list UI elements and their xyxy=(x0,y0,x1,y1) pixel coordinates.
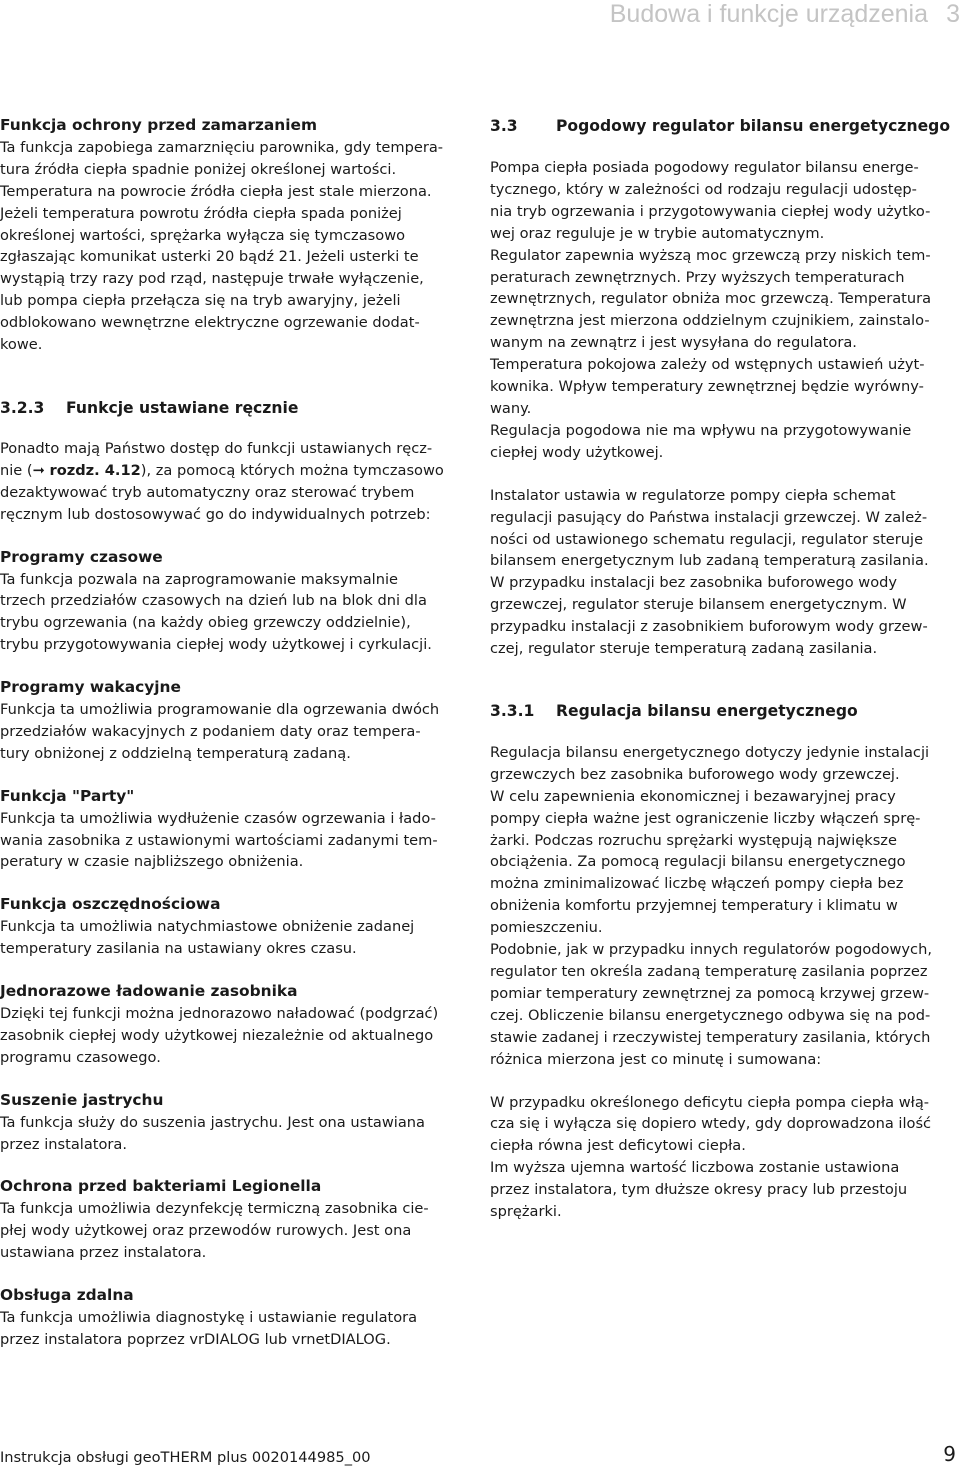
left-column xyxy=(0,115,470,1351)
arrow-icon: ➞ xyxy=(32,461,45,479)
chapter-number: 3 xyxy=(946,0,960,28)
chapter-title: Budowa i funkcje urządzenia xyxy=(609,0,928,28)
footer-document-title: Instrukcja obsługi geoTHERM plus 0020144985_00 xyxy=(0,1449,371,1466)
frost-body: Ta funkcja zapobiega zamarznięciu parownika, gdy tempera- tura źródła ciepła spadnie poniżej określonej wartości. Temperatura na powrocie źródła ciepła jest stale mierzona. Jeżeli temperatura powrotu źródła ciepła spada poniżej określonej wartości, sprężarka wyłącza się tymczasowo zgłaszając komunikat usterki 20 bądź 21. Jeżeli usterki te wystąpią trzy razy pod rząd, następuje trwałe wyłączenie, lub pompa ciepła przełącza się na tryb awaryjny, jeżeli odblokowano wewnętrzne elektryczne ogrzewanie dodat- kowe. xyxy=(0,138,444,354)
holiday-body: Funkcja ta umożliwia programowanie dla ogrzewania dwóch przedziałów wakacyjnych z podaniem daty oraz tempera- tury obniżonej z oddzielną temperaturą zadaną. xyxy=(0,701,440,762)
balance-body-2: W przypadku określonego deficytu ciepła pompa ciepła włą- cza się i wyłącza się dopiero wtedy, gdy doprowadzona ilość ciepła równa jest deficytowi ciepła. Im wyższa ujemna wartość liczbowa zostanie ustawiona przez instalatora, tym dłuższe okresy pracy lub przestoju sprężarki. xyxy=(490,1093,932,1221)
section-number: 3.3.1 xyxy=(490,701,535,720)
saving-heading: Funkcja oszczędnościowa xyxy=(0,895,221,914)
legionella-heading: Ochrona przed bakteriami Legionella xyxy=(0,1177,322,1196)
party-heading: Funkcja "Party" xyxy=(0,786,135,805)
oneshot-body: Dzięki tej funkcji można jednorazowo naładować (podgrzać) zasobnik ciepłej wody użytkowej niezależnie od aktualnego programu czasowego. xyxy=(0,1005,439,1066)
weather-body-2: Instalator ustawia w regulatorze pompy ciepła schemat regulacji pasujący do Państwa instalacji grzewczej. W zależ- ności od ustawionego schematu regulacji, regulator steruje bilansem energetycznym lub zadaną temperaturą zasilania. W przypadku instalacji bez zasobnika buforowego wody grzewczej, regulator steruje bilansem energetycznym. W przypadku instalacji z zasobnikiem buforowym wody grzew- czej, regulator steruje temperaturą zadaną zasilania. xyxy=(490,486,929,658)
programs-heading: Programy czasowe xyxy=(0,547,163,566)
manual-body-end: ), za pomocą których można tymczasowo dezaktywować tryb automatyczny oraz sterować trybem ręcznym lub dostosowywać go do indywidualnych potrzeb: xyxy=(0,461,444,523)
balance-body-1: Regulacja bilansu energetycznego dotyczy jedynie instalacji grzewczych bez zasobnika buforowego wody grzewczej. W celu zapewnienia ekonomicznej i bezawaryjnej pracy pompy ciepła ważne jest ograniczenie liczby włączeń sprę- żarki. Podczas rozruchu sprężarki występują największe obciążenia. Za pomocą regulacji bilansu energetycznego można zminimalizować liczbę włączeń pompy ciepła bez obniżenia komfortu przyjemnej temperatury i klimatu w pomieszczeniu. Podobnie, jak w przypadku innych regulatorów pogodowych, regulator ten określa zadaną temperaturę zasilania poprzez pomiar temperatury zewnętrznej za pomocą krzywej grzew- czej. Obliczenie bilansu energetycznego odbywa się na pod- stawie zadanej i rzeczywistej temperatury zasilania, których różnica mierzona jest co minutę i sumowana: xyxy=(490,743,932,1068)
programs-body: Ta funkcja pozwala na zaprogramowanie maksymalnie trzech przedziałów czasowych na dzień lub na blok dni dla trybu ogrzewania (na każdy obieg grzewczy oddzielnie), trybu przygotowywania ciepłej wody użytkowej i cyrkulacji. xyxy=(0,570,432,654)
section-number: 3.3 xyxy=(490,117,518,135)
legionella-body: Ta funkcja umożliwia dezynfekcję termiczną zasobnika cie- płej wody użytkowej oraz przewodów rurowych. Jest ona ustawiana przez instalatora. xyxy=(0,1200,429,1262)
section-3-3-heading xyxy=(490,115,960,137)
section-3-2-3-heading xyxy=(0,397,470,419)
page-header xyxy=(610,0,960,30)
holiday-heading: Programy wakacyjne xyxy=(0,678,181,697)
screed-body: Ta funkcja służy do suszenia jastrychu. Jest ona ustawiana przez instalatora. xyxy=(0,1113,425,1153)
section-3-3-1-heading xyxy=(490,700,960,722)
manual-body-start: Ponadto mają Państwo dostęp do funkcji ustawianych ręcz- nie ( xyxy=(0,439,433,479)
oneshot-heading: Jednorazowe ładowanie zasobnika xyxy=(0,982,298,1001)
saving-body: Funkcja ta umożliwia natychmiastowe obniżenie zadanej temperatury zasilania na ustawiany okres czasu. xyxy=(0,918,415,958)
section-title: Pogodowy regulator bilansu energetycznego xyxy=(556,117,951,135)
page-number: 9 xyxy=(943,1442,956,1466)
section-title: Funkcje ustawiane ręcznie xyxy=(66,398,299,417)
remote-heading: Obsługa zdalna xyxy=(0,1286,134,1305)
frost-heading: Funkcja ochrony przed zamarzaniem xyxy=(0,116,317,134)
manual-body xyxy=(0,438,470,526)
right-column xyxy=(490,115,960,1223)
remote-body: Ta funkcja umożliwia diagnostykę i ustawianie regulatora przez instalatora poprzez vrDIALOG lub vrnetDIALOG. xyxy=(0,1308,418,1348)
chapter-reference-link[interactable]: rozdz. 4.12 xyxy=(49,461,141,479)
party-body: Funkcja ta umożliwia wydłużenie czasów ogrzewania i łado- wania zasobnika z ustawionymi wartościami zadanymi tem- peratury w czasie najbliższego obniżenia. xyxy=(0,809,438,871)
section-number: 3.2.3 xyxy=(0,398,45,417)
weather-body-1: Pompa ciepła posiada pogodowy regulator bilansu energe- tycznego, który w zależności od rodzaju regulacji udostęp- nia tryb ogrzewania i przygotowywania ciepłej wody użytko- wej oraz reguluje je w trybie automatycznym. Regulator zapewnia wyższą moc grzewczą przy niskich tem- peraturach zewnętrznych. Przy wyższych temperaturach zewnętrznych, regulator obniża moc grzewczą. Temperatura zewnętrzna jest mierzona oddzielnym czujnikiem, zainstalo- wanym na zewnątrz i jest wysyłana do regulatora. Temperatura pokojowa zależy od wstępnych ustawień użyt- kownika. Wpływ temperatury zewnętrznej będzie wyrówny- wany. Regulacja pogodowa nie ma wpływu na przygotowywanie ciepłej wody użytkowej. xyxy=(490,159,932,461)
section-title: Regulacja bilansu energetycznego xyxy=(556,701,858,720)
screed-heading: Suszenie jastrychu xyxy=(0,1090,164,1109)
